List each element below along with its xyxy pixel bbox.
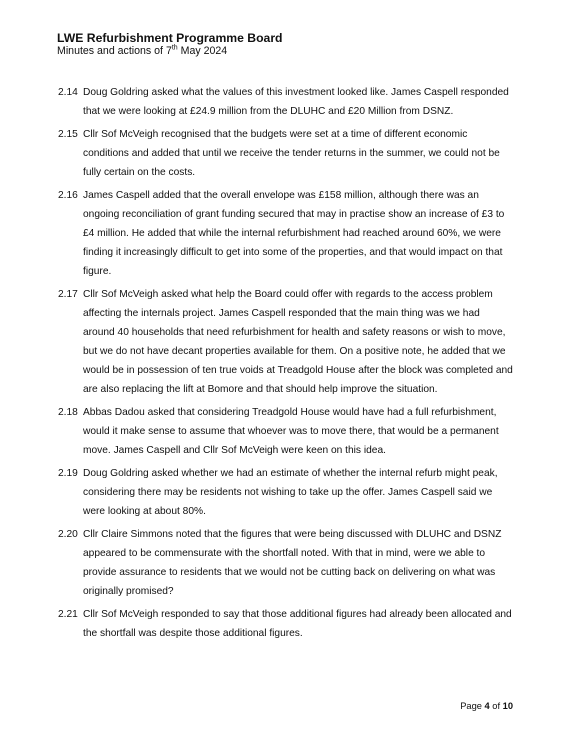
subtitle-date: May 2024: [177, 45, 228, 57]
document-header: [57, 31, 283, 58]
minute-item: [58, 186, 513, 281]
minutes-list: [58, 83, 513, 647]
page-word: Page: [460, 701, 482, 711]
minute-item: [58, 403, 513, 460]
item-number: 2.17: [58, 289, 78, 300]
item-text: Doug Goldring asked whether we had an estimate of whether the internal refurb might peak, considering there may be residents not wishing to take up the offer. James Caspell said we were looking at about 80%.: [83, 468, 498, 517]
subtitle-text: Minutes and actions of 7: [57, 45, 172, 57]
item-text: Cllr Claire Simmons noted that the figures that were being discussed with DLUHC and DSNZ appeared to be commensurate with the shortfall noted. With that in mind, were we able to provide assurance to residents that we would not be cutting back on delivering on what was originally promised?: [83, 529, 502, 597]
page-current: 4: [484, 701, 490, 711]
document-title: LWE Refurbishment Programme Board: [57, 31, 283, 45]
minute-item: [58, 525, 513, 601]
minute-item: [58, 285, 513, 399]
item-number: 2.15: [58, 129, 78, 140]
item-text: Cllr Sof McVeigh asked what help the Board could offer with regards to the access problem affecting the internals project. James Caspell responded that the main thing was we had around 40 households that need refurbishment for health and safety reasons or wish to move, but we do not have decant properties available for them. On a positive note, he added that we would be in possession of ten true voids at Treadgold House after the block was completed and are also replacing the lift at Bomore and that should help improve the situation.: [83, 289, 513, 395]
item-text: Cllr Sof McVeigh recognised that the budgets were set at a time of different economic conditions and added that until we receive the tender returns in the summer, we could not be fully certain on the costs.: [83, 129, 500, 178]
item-text: Cllr Sof McVeigh responded to say that those additional figures had already been allocated and the shortfall was despite those additional figures.: [83, 609, 512, 639]
document-subtitle: [57, 45, 283, 58]
subtitle-ordinal: th: [171, 44, 178, 52]
item-number: 2.16: [58, 190, 78, 201]
item-number: 2.14: [58, 87, 78, 98]
page-total: 10: [502, 701, 513, 711]
item-text: Abbas Dadou asked that considering Treadgold House would have had a full refurbishment, would it make sense to assume that whoever was to move there, that would be a permanent move. James Caspell and Cllr Sof McVeigh were keen on this idea.: [83, 407, 499, 456]
minute-item: [58, 605, 513, 643]
item-text: James Caspell added that the overall envelope was £158 million, although there was an ongoing reconciliation of grant funding secured that may in practise show an increase of £3 to £4 million. He added that while the internal refurbishment had reached around 60%, we were finding it increasingly difficult to get into some of the properties, and that would impact on that figure.: [83, 190, 505, 277]
page-of: of: [492, 701, 501, 711]
minute-item: [58, 464, 513, 521]
item-number: 2.20: [58, 529, 78, 540]
page-number: [460, 701, 513, 711]
item-number: 2.21: [58, 609, 78, 620]
item-text: Doug Goldring asked what the values of this investment looked like. James Caspell responded that we were looking at £24.9 million from the DLUHC and £20 Million from DSNZ.: [83, 87, 509, 117]
minute-item: [58, 125, 513, 182]
item-number: 2.18: [58, 407, 78, 418]
item-number: 2.19: [58, 468, 78, 479]
minute-item: [58, 83, 513, 121]
